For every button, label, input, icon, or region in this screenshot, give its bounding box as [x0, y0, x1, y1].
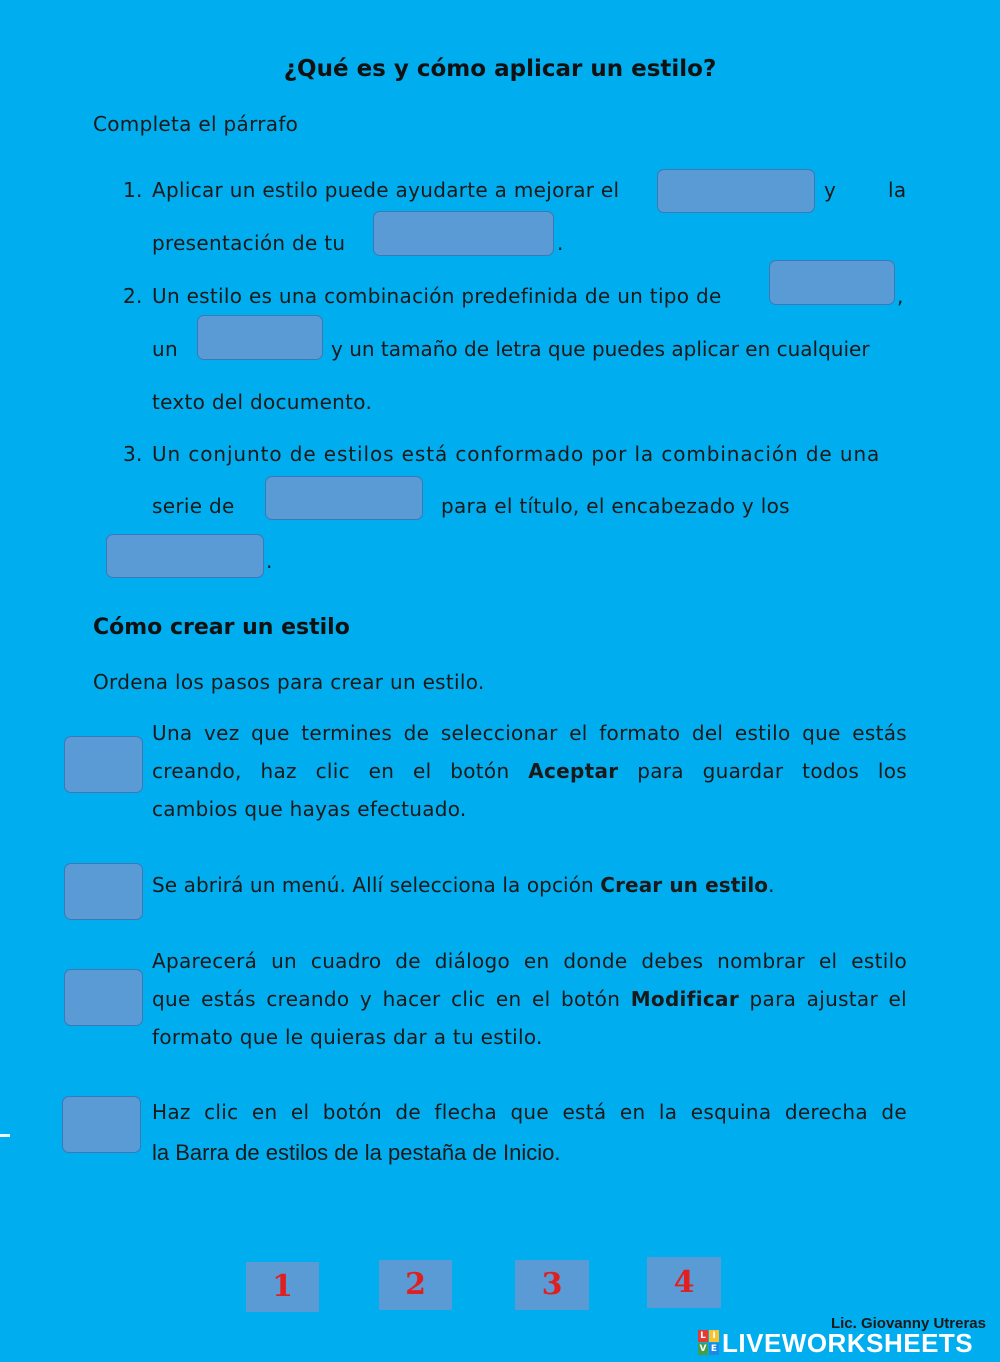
step-menu-text-a: Se abrirá un menú. Allí selecciona la opción [152, 873, 594, 897]
item2-text-c: un [152, 337, 178, 361]
liveworksheets-logo [698, 1330, 988, 1358]
order-box-4[interactable] [62, 1096, 141, 1153]
item3-text-a: Un conjunto de estilos está conformado por la combinación de una [152, 442, 881, 466]
item3-text-c: para el título, el encabezado y los [441, 494, 790, 518]
crear-estilo-label: Crear un estilo [600, 873, 769, 897]
step-dialogo-line1: Aparecerá un cuadro de diálogo en donde debes nombrar el estilo [152, 949, 907, 973]
item2-number: 2. [123, 284, 143, 308]
step-dialogo-text-a: que estás creando y hacer clic en el botón [152, 987, 621, 1011]
section2-instruction: Ordena los pasos para crear un estilo. [93, 670, 485, 694]
step-flecha [152, 1093, 907, 1175]
step-menu [152, 873, 775, 897]
number-tile-4[interactable]: 4 [647, 1257, 721, 1308]
step-dialogo [152, 942, 907, 1056]
step-aceptar [152, 714, 907, 828]
order-box-2[interactable] [64, 863, 143, 920]
item2-text-e: texto del documento. [152, 390, 373, 414]
step-dialogo-text-b: para ajustar el [749, 987, 907, 1011]
step-flecha-line2: la Barra de estilos de la pestaña de Inicio. [152, 1140, 561, 1165]
author-credit: Lic. Giovanny Utreras [830, 1315, 986, 1332]
item1-text-c: la [888, 178, 907, 202]
step-aceptar-text-a: creando, haz clic en el botón [152, 759, 510, 783]
page-title: ¿Qué es y cómo aplicar un estilo? [283, 56, 717, 82]
badge-letter-i: I [709, 1330, 719, 1342]
item3-text-d: . [266, 549, 273, 573]
step-flecha-line1: Haz clic en el botón de flecha que está en la esquina derecha de [152, 1100, 907, 1124]
item1-text-a: Aplicar un estilo puede ayudarte a mejorar el [152, 178, 620, 202]
step-menu-text-b: . [768, 873, 775, 897]
item1-text-d: presentación de tu [152, 231, 346, 255]
item3-number: 3. [123, 442, 143, 466]
item1-text-e: . [557, 231, 564, 255]
step-aceptar-line1: Una vez que termines de seleccionar el formato del estilo que estás [152, 721, 907, 745]
section1-instruction: Completa el párrafo [93, 112, 299, 136]
number-tile-3[interactable]: 3 [515, 1260, 589, 1310]
aceptar-label: Aceptar [528, 759, 619, 783]
answer-input-2[interactable] [373, 211, 554, 256]
item3-text-b: serie de [152, 494, 235, 518]
answer-input-1[interactable] [657, 169, 815, 213]
step-aceptar-text-b: para guardar todos los [637, 759, 907, 783]
answer-input-6[interactable] [106, 534, 264, 578]
badge-letter-v: V [699, 1344, 707, 1354]
step-aceptar-line3: cambios que hayas efectuado. [152, 797, 467, 821]
answer-input-4[interactable] [197, 315, 323, 360]
order-box-1[interactable] [64, 736, 143, 793]
item1-number: 1. [123, 178, 143, 202]
answer-input-5[interactable] [265, 476, 423, 520]
section2-heading: Cómo crear un estilo [93, 615, 350, 640]
item2-text-a: Un estilo es una combinación predefinida de un tipo de [152, 284, 722, 308]
modificar-label: Modificar [630, 987, 739, 1011]
step-aceptar-line2 [152, 752, 907, 790]
order-box-3[interactable] [64, 969, 143, 1026]
step-dialogo-line2 [152, 980, 907, 1018]
number-tile-2[interactable]: 2 [379, 1260, 452, 1310]
number-tile-1[interactable]: 1 [246, 1262, 319, 1312]
live-badge-icon [698, 1330, 720, 1356]
step-dialogo-line3: formato que le quieras dar a tu estilo. [152, 1025, 543, 1049]
liveworksheets-wordmark: LIVEWORKSHEETS [722, 1328, 974, 1358]
left-marker [0, 1134, 10, 1137]
item2-text-b: , [897, 284, 904, 308]
answer-input-3[interactable] [769, 260, 895, 305]
badge-letter-e: E [710, 1344, 718, 1354]
item1-text-b: y [824, 178, 837, 202]
badge-letter-l: L [698, 1330, 708, 1342]
item2-text-d: y un tamaño de letra que puedes aplicar en cualquier [331, 337, 870, 361]
